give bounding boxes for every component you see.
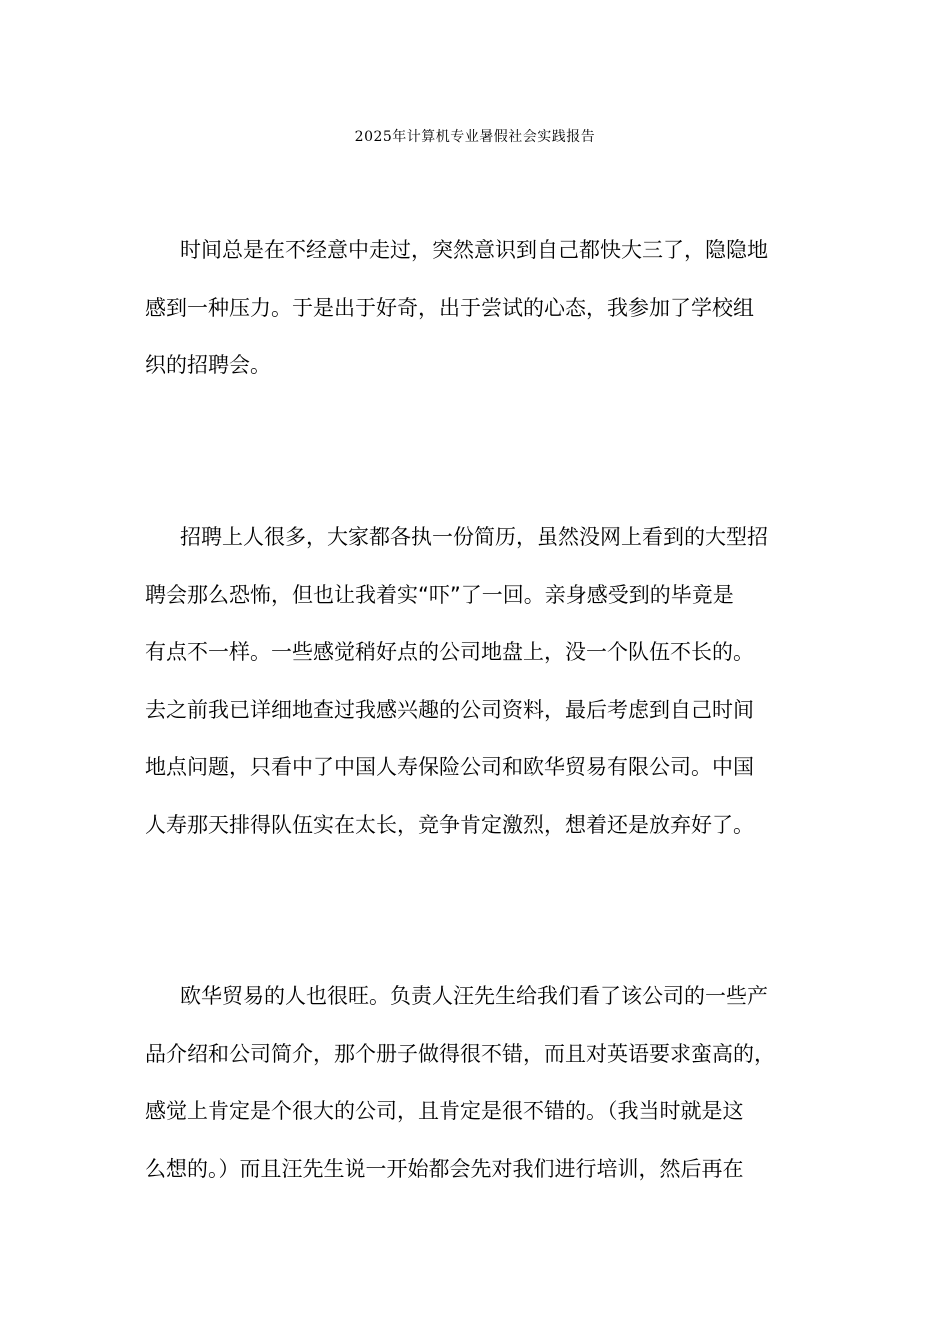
paragraph-line: 时间总是在不经意中走过，突然意识到自己都快大三了，隐隐地: [180, 238, 768, 262]
paragraph-line: 招聘上人很多，大家都各执一份简历，虽然没网上看到的大型招: [180, 525, 768, 549]
paragraph-1: [145, 222, 810, 395]
paragraph-line: 感觉上肯定是个很大的公司，且肯定是很不错的。（我当时就是这: [145, 1099, 744, 1123]
paragraph-line: 欧华贸易的人也很旺。负责人汪先生给我们看了该公司的一些产: [180, 984, 768, 1008]
paragraph-3: [145, 968, 810, 1198]
paragraph-line: 感到一种压力。于是出于好奇，出于尝试的心态，我参加了学校组: [145, 295, 754, 320]
paragraph-line: 品介绍和公司简介，那个册子做得很不错，而且对英语要求蛮高的，: [145, 1041, 775, 1066]
paragraph-2: [145, 509, 810, 854]
paragraph-line: 去之前我已详细地查过我感兴趣的公司资料，最后考虑到自己时间: [145, 697, 754, 722]
paragraph-line: 有点不一样。一些感觉稍好点的公司地盘上，没一个队伍不长的。: [145, 640, 754, 664]
paragraph-line: 聘会那么恐怖，但也让我着实“吓”了一回。亲身感受到的毕竟是: [145, 582, 734, 607]
paragraph-line: 织的招聘会。: [145, 353, 271, 377]
paragraph-line: 么想的。）而且汪先生说一开始都会先对我们进行培训，然后再在: [145, 1156, 744, 1181]
document-title: 2025年计算机专业暑假社会实践报告: [354, 129, 596, 145]
paragraph-line: 人寿那天排得队伍实在太长，竞争肯定激烈，想着还是放弃好了。: [145, 812, 754, 837]
paragraph-line: 地点问题，只看中了中国人寿保险公司和欧华贸易有限公司。中国: [145, 755, 754, 779]
